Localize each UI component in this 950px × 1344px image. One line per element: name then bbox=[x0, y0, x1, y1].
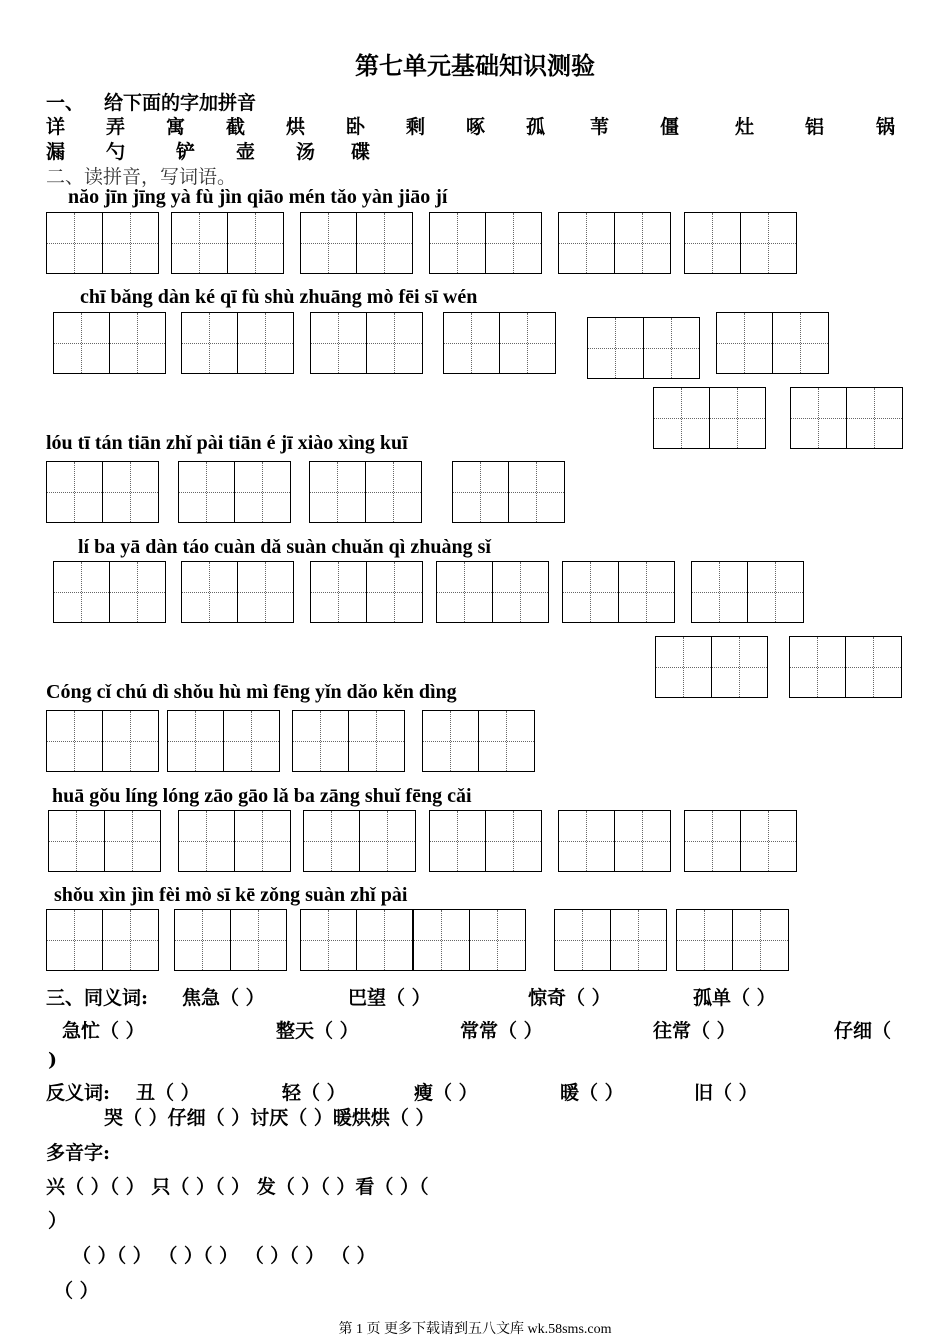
polyphone-row-2[interactable]: （ ）（ ） （ ）（ ） （ ）（ ） （ ） bbox=[72, 1245, 376, 1267]
polyphone-label: 多音字: bbox=[46, 1142, 111, 1164]
writing-box[interactable] bbox=[178, 810, 291, 872]
synonym-item[interactable]: 孤单（ ） bbox=[693, 987, 776, 1009]
char-item: 孤 bbox=[526, 116, 546, 138]
pinyin-row-1: năo jīn jīng yà fù jìn qiāo mén tǎo yàn jiāo jí bbox=[68, 186, 448, 208]
writing-box[interactable] bbox=[558, 810, 671, 872]
page-footer: 第 1 页 更多下载请到五八文库 wk.58sms.com bbox=[338, 1322, 612, 1337]
writing-box[interactable] bbox=[167, 710, 280, 772]
antonym-item[interactable]: 暖（ ） bbox=[560, 1082, 624, 1104]
writing-box[interactable] bbox=[429, 212, 542, 274]
writing-box[interactable] bbox=[422, 710, 535, 772]
synonym-item[interactable]: 整天（ ） bbox=[276, 1020, 359, 1042]
char-item: 弄 bbox=[106, 116, 126, 138]
pinyin-row-7: shǒu xìn jìn fèi mò sī kē zǒng suàn zhǐ pài bbox=[54, 884, 408, 906]
synonym-tail: ) bbox=[48, 1049, 57, 1071]
char-item: 灶 bbox=[735, 116, 755, 138]
writing-box[interactable] bbox=[53, 561, 166, 623]
char-item: 啄 bbox=[466, 116, 486, 138]
writing-box[interactable] bbox=[587, 317, 700, 379]
section1-heading: 给下面的字加拼音 bbox=[104, 92, 257, 114]
synonym-label: 三、同义词: bbox=[46, 987, 149, 1009]
synonym-item[interactable]: 往常（ ） bbox=[653, 1020, 736, 1042]
writing-box[interactable] bbox=[181, 561, 294, 623]
writing-box[interactable] bbox=[46, 710, 159, 772]
writing-box[interactable] bbox=[716, 312, 829, 374]
writing-box[interactable] bbox=[413, 909, 526, 971]
pinyin-row-3: lóu tī tán tiān zhǐ pài tiān é jī xiào xìng kuī bbox=[46, 432, 408, 454]
antonym-row-2[interactable]: 哭（ ）仔细（ ）讨厌（ ）暖烘烘（ ） bbox=[104, 1107, 435, 1129]
char-item: 卧 bbox=[346, 116, 366, 138]
writing-box[interactable] bbox=[310, 312, 423, 374]
writing-box[interactable] bbox=[452, 461, 565, 523]
writing-box[interactable] bbox=[174, 909, 287, 971]
synonym-item[interactable]: 仔细（ bbox=[834, 1020, 892, 1042]
writing-box[interactable] bbox=[46, 909, 159, 971]
writing-box[interactable] bbox=[691, 561, 804, 623]
char-item: 壶 bbox=[236, 141, 256, 163]
writing-box[interactable] bbox=[684, 810, 797, 872]
pinyin-row-2: chī bǎng dàn ké qī fù shù zhuāng mò fēi sī wén bbox=[80, 286, 478, 308]
antonym-item[interactable]: 瘦（ ） bbox=[414, 1082, 478, 1104]
writing-box[interactable] bbox=[443, 312, 556, 374]
writing-box[interactable] bbox=[655, 636, 768, 698]
writing-box[interactable] bbox=[554, 909, 667, 971]
antonym-item[interactable]: 旧（ ） bbox=[694, 1082, 758, 1104]
writing-box[interactable] bbox=[684, 212, 797, 274]
char-item: 锅 bbox=[876, 116, 896, 138]
writing-box[interactable] bbox=[676, 909, 789, 971]
char-item: 烘 bbox=[286, 116, 306, 138]
writing-box[interactable] bbox=[292, 710, 405, 772]
writing-box[interactable] bbox=[558, 212, 671, 274]
char-item: 剩 bbox=[406, 116, 426, 138]
writing-box[interactable] bbox=[436, 561, 549, 623]
page-title: 第七单元基础知识测验 bbox=[355, 51, 595, 80]
section2-heading: 二、读拼音，写词语。 bbox=[46, 166, 237, 188]
pinyin-row-4: lí ba yā dàn táo cuàn dǎ suàn chuǎn qì zhuàng sǐ bbox=[78, 536, 491, 558]
char-item: 苇 bbox=[590, 116, 610, 138]
writing-box[interactable] bbox=[300, 909, 413, 971]
char-item: 铲 bbox=[176, 141, 196, 163]
char-item: 寓 bbox=[166, 116, 186, 138]
antonym-item[interactable]: 丑（ ） bbox=[136, 1082, 200, 1104]
char-item: 僵 bbox=[660, 116, 680, 138]
writing-box[interactable] bbox=[429, 810, 542, 872]
synonym-item[interactable]: 巴望（ ） bbox=[348, 987, 431, 1009]
pinyin-row-5: Cóng cǐ chú dì shǒu hù mì fēng yǐn dǎo kěn dìng bbox=[46, 681, 457, 703]
writing-box[interactable] bbox=[46, 212, 159, 274]
writing-box[interactable] bbox=[53, 312, 166, 374]
writing-box[interactable] bbox=[309, 461, 422, 523]
polyphone-row-3[interactable]: （ ） bbox=[54, 1280, 99, 1302]
pinyin-row-6: huā gǒu líng lóng zāo gāo lǎ ba zāng shuǐ fēng cǎi bbox=[52, 785, 472, 807]
writing-box[interactable] bbox=[48, 810, 161, 872]
writing-box[interactable] bbox=[171, 212, 284, 274]
writing-box[interactable] bbox=[178, 461, 291, 523]
section1-number: 一、 bbox=[46, 92, 85, 114]
antonym-label: 反义词: bbox=[46, 1082, 111, 1104]
writing-box[interactable] bbox=[789, 636, 902, 698]
writing-box[interactable] bbox=[181, 312, 294, 374]
char-item: 详 bbox=[46, 116, 66, 138]
char-item: 碟 bbox=[351, 141, 371, 163]
writing-box[interactable] bbox=[46, 461, 159, 523]
synonym-item[interactable]: 焦急（ ） bbox=[182, 987, 265, 1009]
writing-box[interactable] bbox=[653, 387, 766, 449]
writing-box[interactable] bbox=[310, 561, 423, 623]
writing-box[interactable] bbox=[303, 810, 416, 872]
synonym-item[interactable]: 急忙（ ） bbox=[62, 1020, 145, 1042]
polyphone-tail: ） bbox=[48, 1210, 68, 1232]
char-item: 截 bbox=[226, 116, 246, 138]
polyphone-row-1[interactable]: 兴（ ）（ ） 只（ ）（ ） 发（ ）（ ）看（ ）（ bbox=[46, 1176, 429, 1198]
synonym-item[interactable]: 常常（ ） bbox=[460, 1020, 543, 1042]
writing-box[interactable] bbox=[300, 212, 413, 274]
char-item: 勺 bbox=[106, 141, 126, 163]
writing-box[interactable] bbox=[790, 387, 903, 449]
writing-box[interactable] bbox=[562, 561, 675, 623]
synonym-item[interactable]: 惊奇（ ） bbox=[528, 987, 611, 1009]
char-item: 漏 bbox=[46, 141, 66, 163]
char-item: 汤 bbox=[296, 141, 316, 163]
char-item: 铝 bbox=[805, 116, 825, 138]
antonym-item[interactable]: 轻（ ） bbox=[282, 1082, 346, 1104]
